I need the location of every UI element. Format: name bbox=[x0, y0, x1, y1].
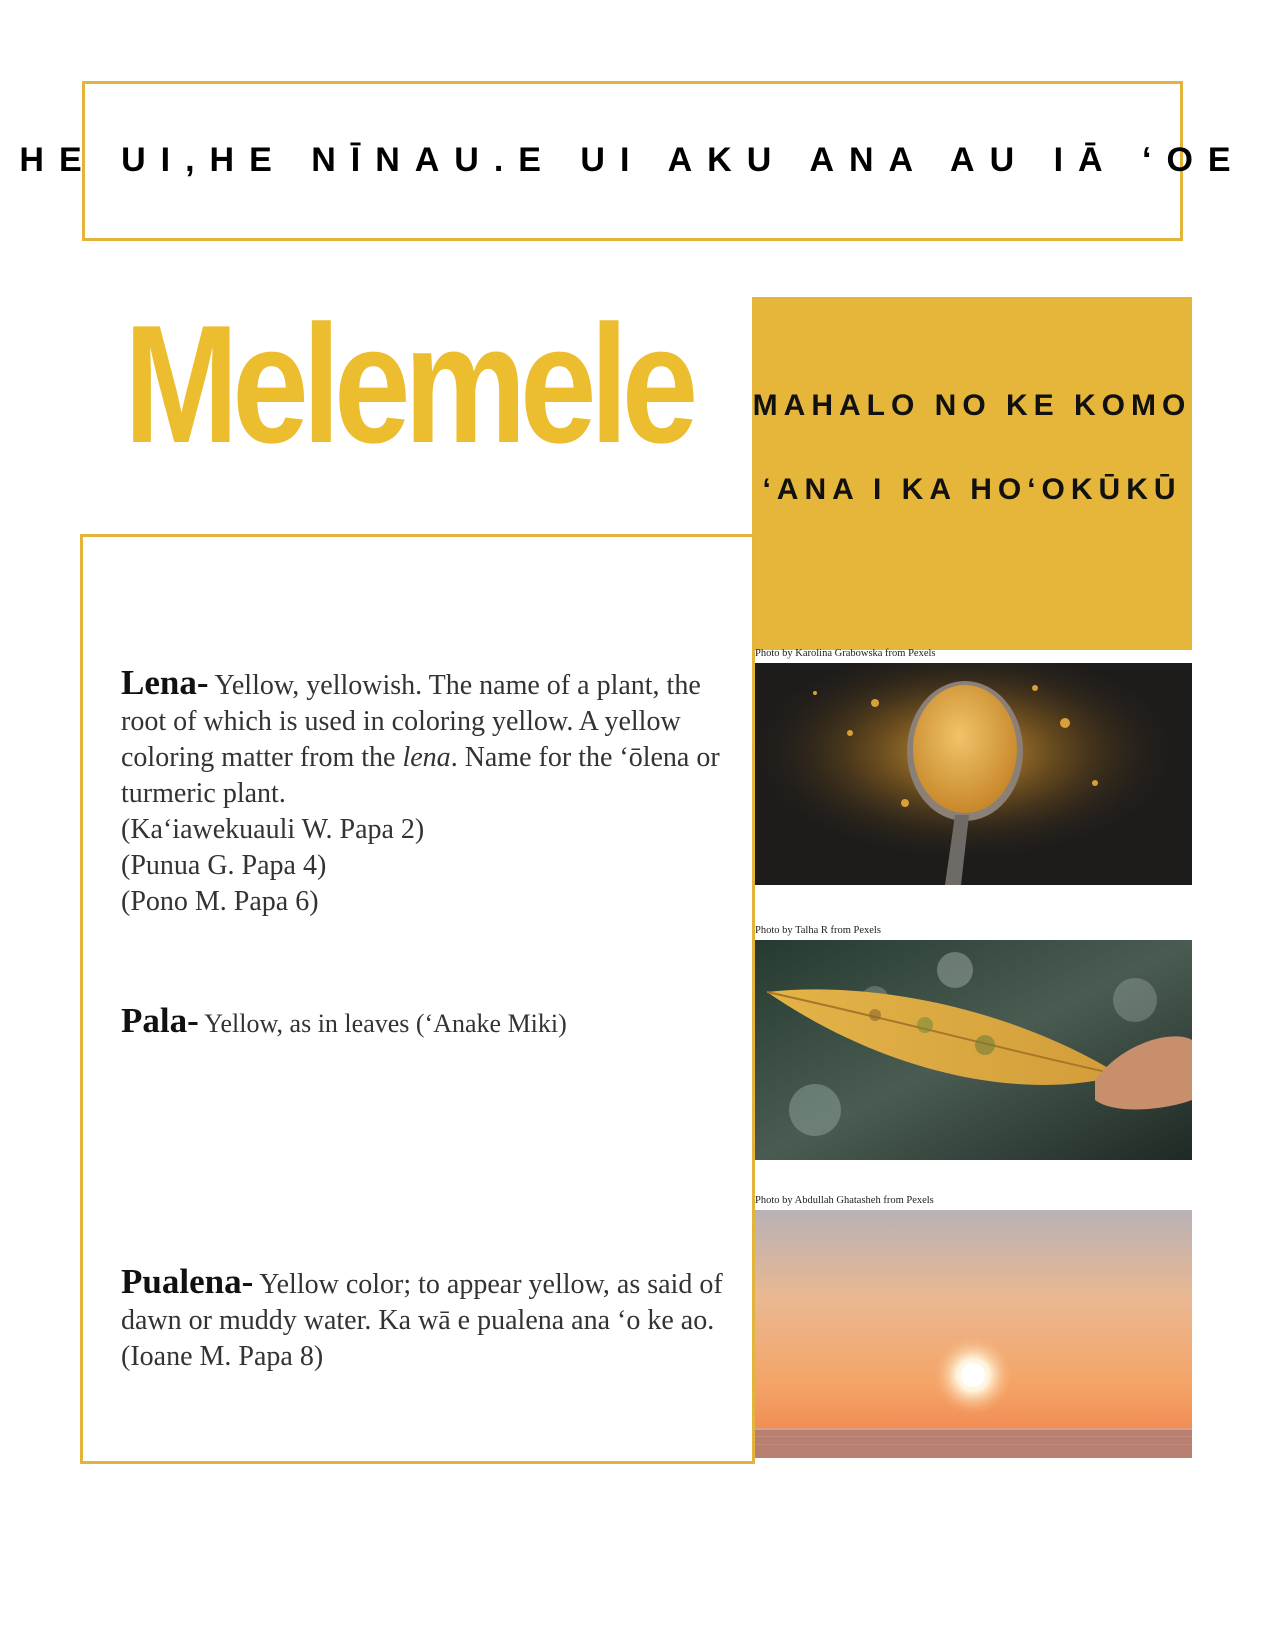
lena-ref-2: (Punua G. Papa 4) bbox=[121, 850, 327, 881]
header-box bbox=[19, 81, 1246, 241]
photo-credit-3: Photo by Abdullah Ghatasheh from Pexels bbox=[755, 1195, 934, 1206]
panel-line-2: ʻANA I KA HOʻOKŪKŪ bbox=[762, 473, 1182, 506]
lena-definition-italic: lena bbox=[402, 742, 451, 773]
pala-definition: Yellow, as in leaves (ʻAnake Miki) bbox=[198, 1009, 567, 1038]
page-title: Melemele bbox=[124, 290, 692, 478]
sunset-photo bbox=[755, 1210, 1192, 1458]
photo-credit-2: Photo by Talha R from Pexels bbox=[755, 925, 881, 936]
definitions-box bbox=[80, 534, 755, 1464]
lena-ref-3: (Pono M. Papa 6) bbox=[121, 886, 319, 917]
header-title: HE UI,HE NĪNAU.E UI AKU ANA AU IĀ ʻOE bbox=[19, 140, 1246, 179]
pualena-definition: Yellow color; to appear yellow, as said of dawn or muddy water. Ka wā e pualena ana ʻo ke ao. (Ioane M. Papa 8) bbox=[121, 1269, 723, 1372]
term-pala: Pala- bbox=[121, 1001, 199, 1040]
entry-lena bbox=[121, 665, 731, 920]
lena-definition-a: Yellow, yellowish. The name of a plant, the root of which is used in coloring yellow. A yellow coloring matter from the bbox=[121, 670, 701, 773]
yellow-leaf-photo bbox=[755, 940, 1192, 1160]
lena-definition-b: . Name for the ʻōlena or turmeric plant. bbox=[121, 742, 720, 809]
welcome-panel bbox=[752, 297, 1192, 650]
entry-pualena bbox=[121, 1264, 731, 1375]
entry-pala bbox=[121, 1003, 731, 1042]
term-pualena: Pualena- bbox=[121, 1262, 254, 1301]
term-lena: Lena- bbox=[121, 663, 209, 702]
panel-line-1: MAHALO NO KE KOMO bbox=[752, 389, 1192, 422]
photo-credit-1: Photo by Karolina Grabowska from Pexels bbox=[755, 648, 936, 659]
lena-ref-1: (Kaʻiawekuauli W. Papa 2) bbox=[121, 814, 425, 845]
turmeric-spoon-photo bbox=[755, 663, 1192, 885]
